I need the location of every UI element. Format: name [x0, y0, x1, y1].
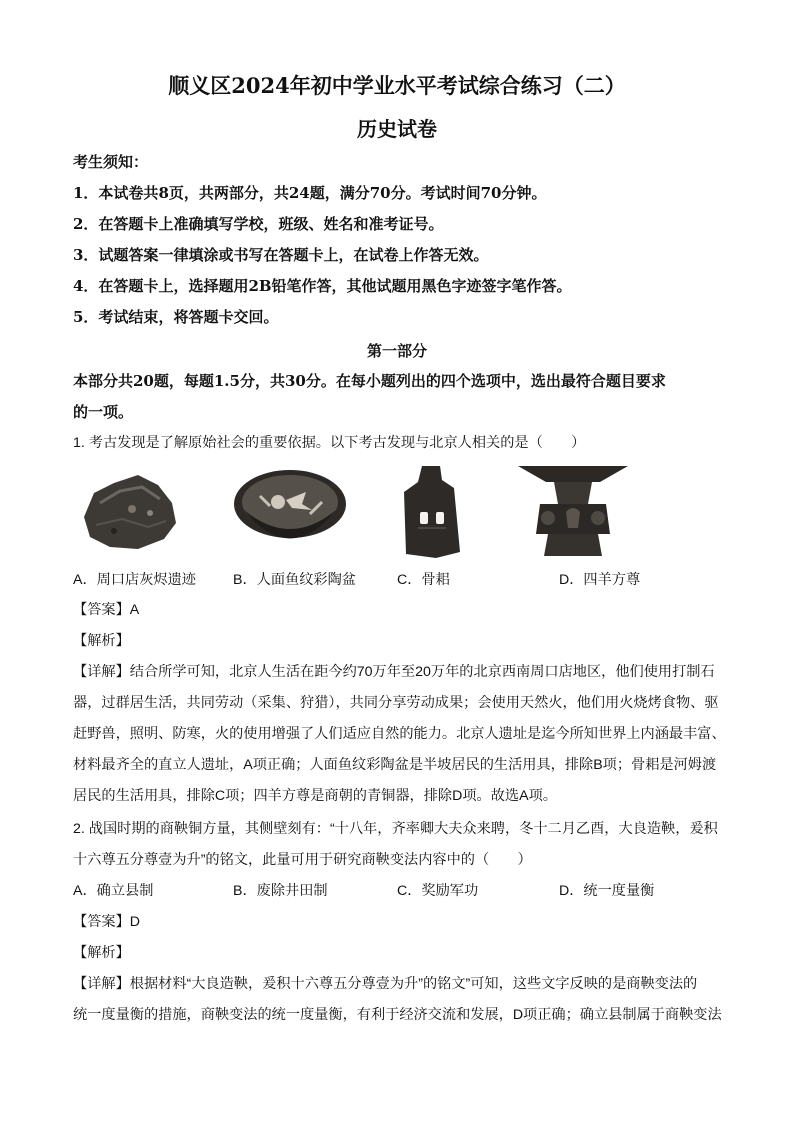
- question-1-stem: 1. 考古发现是了解原始社会的重要依据。以下考古发现与北京人相关的是（ ）: [73, 435, 586, 451]
- fish-face-pottery-basin-image: [230, 462, 350, 562]
- notice-heading: 考生须知：: [73, 153, 149, 171]
- q2-option-d: D．统一度量衡: [559, 883, 655, 899]
- part-intro-cont: 的一项。: [73, 403, 134, 421]
- question-2-stem-cont: 十六尊五分尊壹为升”的铭文，此量可用于研究商鞅变法内容中的（ ）: [73, 852, 532, 868]
- q1-option-b: B．人面鱼纹彩陶盆: [233, 572, 356, 588]
- q2-option-c: C．奖励军功: [397, 883, 479, 899]
- q1-analysis-label: 【解析】: [73, 633, 130, 649]
- q1-detail-line: 居民的生活用具，排除C项；四羊方尊是商朝的青铜器，排除D项。故选A项。: [73, 788, 557, 804]
- part-intro: 本部分共20题，每题1.5分，共30分。在每小题列出的四个选项中，选出最符合题目要求: [73, 372, 666, 390]
- q1-answer: 【答案】A: [73, 602, 140, 618]
- notice-item: 1．本试卷共8页，共两部分，共24题，满分70分。考试时间70分钟。: [73, 184, 547, 202]
- notice-item: 3．试题答案一律填涂或书写在答题卡上，在试卷上作答无效。: [73, 246, 489, 264]
- bone-spade-image: [396, 462, 468, 562]
- question-2-stem: 2. 战国时期的商鞅铜方量，其侧壁刻有：“十八年，齐率卿大夫众来聘，冬十二月乙酉，大良造鞅，爰积: [73, 821, 718, 837]
- q2-answer: 【答案】D: [73, 914, 140, 930]
- notice-item: 2．在答题卡上准确填写学校，班级、姓名和准考证号。: [73, 215, 444, 233]
- ash-remains-image: [76, 465, 181, 555]
- q1-option-c: C．骨耜: [397, 572, 450, 588]
- notice-item: 4．在答题卡上，选择题用2B铅笔作答，其他试题用黑色字迹签字笔作答。: [73, 277, 572, 295]
- q2-detail-line: 【详解】根据材料“大良造鞅，爰积十六尊五分尊壹为升”的铭文”可知，这些文字反映的是商鞅变法的: [73, 976, 698, 992]
- part-heading: 第一部分: [366, 342, 427, 360]
- q2-analysis-label: 【解析】: [73, 945, 130, 961]
- four-ram-zun-image: [514, 460, 632, 560]
- q2-detail-line: 统一度量衡的措施，商鞅变法的统一度量衡，有利于经济交流和发展，D项正确；确立县制属于商鞅变法: [73, 1007, 722, 1023]
- exam-title: 顺义区2024年初中学业水平考试综合练习（二）: [168, 73, 626, 98]
- q2-option-b: B．废除井田制: [233, 883, 328, 899]
- q1-option-a: A．周口店灰烬遗迹: [73, 572, 196, 588]
- q1-detail-line: 材料最齐全的直立人遗址，A项正确；人面鱼纹彩陶盆是半坡居民的生活用具，排除B项；骨耜是河姆渡: [73, 757, 717, 773]
- q1-option-d: D．四羊方尊: [559, 572, 641, 588]
- notice-item: 5．考试结束，将答题卡交回。: [73, 308, 279, 326]
- exam-subtitle: 历史试卷: [357, 117, 437, 141]
- q2-option-a: A．确立县制: [73, 883, 154, 899]
- q1-detail-line: 器，过群居生活，共同劳动（采集、狩猎），共同分享劳动成果；会使用天然火，他们用火烧烤食物、驱: [73, 695, 719, 711]
- q1-detail-line: 【详解】结合所学可知，北京人生活在距今约70万年至20万年的北京西南周口店地区，他们使用打制石: [73, 664, 715, 680]
- q1-detail-line: 赶野兽，照明、防寒，火的使用增强了人们适应自然的能力。北京人遗址是迄今所知世界上内涵最丰富、: [73, 726, 726, 742]
